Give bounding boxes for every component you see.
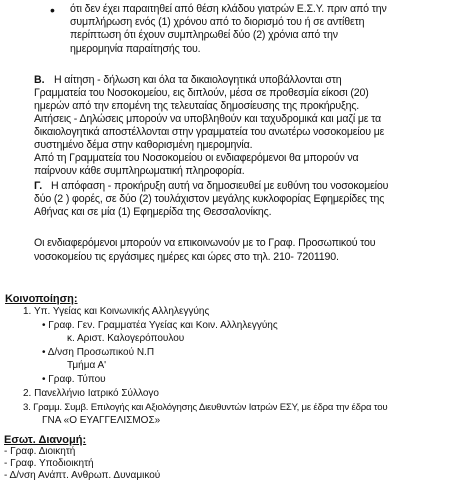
koinopoiisi-item-1: 1. Υπ. Υγείας και Κοινωνικής Αλληλεγγύης <box>23 306 210 317</box>
koinopoiisi-item-3-cont: ΓΝΑ «Ο ΕΥΑΓΓΕΛΙΣΜΟΣ» <box>42 415 161 426</box>
section-b-line-2: Γραμματεία του Νοσοκομείου, εις διπλούν, μέσα σε προθεσμία είκοσι (20) <box>34 87 369 99</box>
koinopoiisi-item-1b: • Δ/νση Προσωπικού Ν.Π <box>42 347 155 358</box>
section-b-line-1: Η αίτηση - δήλωση και όλα τα δικαιολογητικά υποβάλλονται στη <box>54 74 342 86</box>
koinopoiisi-heading: Κοινοποίηση: <box>5 293 78 305</box>
intro-line-2: συμπλήρωση ενός (1) χρόνου από το διορισμό του ή σε αντίθετη <box>70 16 365 28</box>
contact-line-1: Οι ενδιαφερόμενοι μπορούν να επικοινωνούν με το Γραφ. Προσωπικού του <box>34 237 376 249</box>
koinopoiisi-item-1a: • Γραφ. Γεν. Γραμματέα Υγείας και Κοιν. Αλληλεγγύης <box>42 320 278 331</box>
section-b-label: Β. <box>34 74 45 86</box>
section-g-line-2: δύο (2 ) φορές, σε δύο (2) τουλάχιστον μεγάλης κυκλοφορίας Εφημερίδες της <box>34 193 385 205</box>
section-b-line-5: δικαιολογητικά αποστέλλονται στην γραμματεία του ανωτέρω νοσοκομείου με <box>34 126 385 138</box>
section-g-label: Γ. <box>34 180 43 192</box>
koinopoiisi-item-2: 2. Πανελλήνιο Ιατρικό Σύλλογο <box>23 388 159 399</box>
intro-line-1: ότι δεν έχει παραιτηθεί από θέση κλάδου γιατρών Ε.Σ.Υ. πριν από την <box>70 3 387 15</box>
eswt-dianomi-item-2: - Γραφ. Υποδιοικητή <box>4 458 94 469</box>
intro-line-4: ημερομηνία παραίτησής του. <box>70 43 201 55</box>
section-b-line-6: συστημένο δέμα στην καθορισμένη ημερομηνία. <box>34 139 253 151</box>
koinopoiisi-item-3: 3. Γραμμ. Συμβ. Επιλογής και Αξιολόγησης Διευθυντών Ιατρών ΕΣΥ, με έδρα την έδρα του <box>23 402 388 413</box>
eswt-dianomi-item-1: - Γραφ. Διοικητή <box>4 446 76 457</box>
section-b-line-3: ημερών από την επομένη της τελευταίας δημοσίευσης της προκήρυξης. <box>34 100 360 112</box>
koinopoiisi-item-1a-cont: κ. Αριστ. Καλογερόπουλου <box>67 333 185 344</box>
contact-line-2: νοσοκομείου τις εργάσιμες ημέρες και ώρες στο τηλ. 210- 7201190. <box>34 251 339 263</box>
section-b-line-4: Αιτήσεις - Δηλώσεις μπορούν να υποβληθούν και ταχυδρομικά και μαζί με τα <box>34 113 382 125</box>
koinopoiisi-item-1c: • Γραφ. Τύπου <box>42 374 106 385</box>
koinopoiisi-item-1b-cont: Τμήμα Α' <box>67 360 107 371</box>
intro-line-3: περίπτωση ότι έχουν συμπληρωθεί δύο (2) χρόνια από την <box>70 29 338 41</box>
eswt-dianomi-heading: Εσωτ. Διανομή: <box>4 434 87 446</box>
section-b-line-7: Από τη Γραμματεία του Νοσοκομείου οι ενδιαφερόμενοι θα μπορούν να <box>34 152 359 164</box>
section-g-line-1: Η απόφαση - προκήρυξη αυτή να δημοσιευθεί με ευθύνη του νοσοκομείου <box>51 180 389 192</box>
section-g-line-3: Αθήνας και σε μία (1) Εφημερίδα της Θεσσαλονίκης. <box>34 206 272 218</box>
eswt-dianomi-item-3: - Δ/νση Ανάπτ. Ανθρωπ. Δυναμικού <box>4 470 161 481</box>
section-b-line-8: παίρνουν κάθε συμπληρωματική πληροφορία. <box>34 165 245 177</box>
bullet-marker: • <box>50 2 55 18</box>
